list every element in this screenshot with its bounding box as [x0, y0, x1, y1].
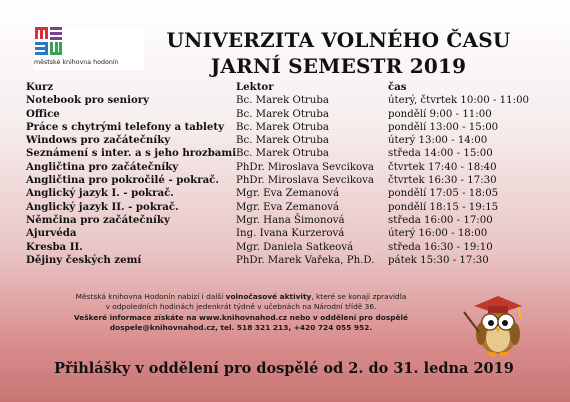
course-time: úterý 13:00 - 14:00: [388, 135, 488, 147]
library-logo: [34, 26, 144, 70]
course-time: pondělí 9:00 - 11:00: [388, 108, 492, 120]
table-row: [26, 254, 546, 267]
library-logo-mark: [34, 26, 64, 56]
cap-tassel: [518, 307, 521, 319]
course-time: úterý, čtvrtek 10:00 - 11:00: [388, 95, 530, 107]
lecturer-name: Bc. Marek Otruba: [236, 135, 329, 147]
course-name: Němčina pro začátečníky: [26, 213, 170, 226]
course-name: Notebook pro seniory: [26, 94, 150, 107]
table-row: [26, 187, 546, 200]
registration-banner: Přihlášky v oddělení pro dospělé od 2. do 31. ledna 2019: [54, 360, 514, 377]
page-title: UNIVERZITA VOLNÉHO ČASU: [166, 28, 511, 52]
course-name: Práce s chytrými telefony a tablety: [26, 120, 225, 133]
course-name: Windows pro začátečníky: [26, 134, 171, 147]
info-block: [26, 292, 456, 334]
info-text: , které se konají zpravidla: [311, 292, 407, 301]
table-row: [26, 201, 546, 214]
course-time: pondělí 17:05 - 18:05: [388, 188, 499, 200]
lecturer-name: Mgr. Eva Zemanová: [236, 201, 340, 213]
lecturer-name: Bc. Marek Otruba: [236, 108, 329, 120]
lecturer-name: PhDr. Miroslava Sevcikova: [236, 175, 374, 187]
table-row: [26, 174, 546, 187]
table-row: [26, 214, 546, 227]
course-time: úterý 16:00 - 18:00: [388, 228, 488, 240]
info-line: v odpoledních hodinách jedenkrát týdně v učebnách na Národní třídě 36.: [105, 302, 377, 312]
logo-caption: městské knihovna hodonín: [34, 59, 119, 66]
column-header-course: Kurz: [26, 81, 54, 93]
lecturer-name: Mgr. Eva Zemanová: [236, 188, 340, 200]
course-name: Office: [26, 107, 60, 120]
info-text: Městská knihovna Hodonín nabízí i další: [75, 292, 226, 301]
owl-mascot-illustration: [458, 288, 534, 358]
course-name: Dějiny českých zemí: [26, 253, 142, 266]
table-row: [26, 108, 546, 121]
lecturer-name: Bc. Marek Otruba: [236, 95, 329, 107]
table-row: [26, 94, 546, 107]
table-row: [26, 147, 546, 160]
lecturer-name: PhDr. Miroslava Sevcikova: [236, 161, 374, 173]
owl-left-wing: [476, 323, 486, 345]
course-table: [26, 81, 546, 267]
course-time: pondělí 13:00 - 15:00: [388, 121, 499, 133]
course-name: Angličtina pro pokročilé - pokrač.: [26, 174, 219, 187]
column-header-lecturer: Lektor: [236, 81, 274, 93]
graduation-cap-base: [488, 306, 508, 313]
lecturer-name: PhDr. Marek Vařeka, Ph.D.: [236, 254, 375, 266]
course-name: Anglický jazyk II. - pokrač.: [26, 200, 179, 213]
info-contact-line: [26, 313, 456, 323]
info-contact-text: Veškeré informace získáte na www.knihovnahod.cz nebo v oddělení pro dospělé: [73, 312, 409, 322]
course-name: Ajurvéda: [26, 227, 77, 240]
table-row: [26, 134, 546, 147]
pointer-stick: [464, 312, 479, 332]
course-time: středa 16:00 - 17:00: [388, 214, 493, 226]
table-row: [26, 121, 546, 134]
course-time: pátek 15:30 - 17:30: [388, 254, 489, 266]
info-contact-details: dospele@knihovnahod.cz, tel. 518 321 213, +420 724 055 952.: [109, 323, 373, 333]
page-subtitle: JARNÍ SEMESTR 2019: [210, 54, 467, 78]
info-contact-line: [26, 323, 456, 333]
course-time: středa 14:00 - 15:00: [388, 148, 493, 160]
course-name: Seznámení s inter. a s jeho hrozbami: [26, 147, 237, 160]
course-time: čtvrtek 17:40 - 18:40: [388, 161, 497, 173]
column-header-time: čas: [388, 81, 407, 93]
lecturer-name: Mgr. Daniela Satkeová: [236, 241, 354, 253]
table-row: [26, 161, 546, 174]
table-header: [26, 81, 546, 94]
course-name: Angličtina pro začátečníky: [26, 160, 179, 173]
course-time: čtvrtek 16:30 - 17:30: [388, 175, 497, 187]
owl-right-wing: [510, 323, 520, 345]
info-line: [26, 292, 456, 302]
course-time: středa 16:30 - 19:10: [388, 241, 493, 253]
course-name: Kresba II.: [26, 240, 83, 253]
lecturer-name: Bc. Marek Otruba: [236, 148, 329, 160]
course-name: Anglický jazyk I. - pokrač.: [26, 187, 174, 200]
table-row: [26, 227, 546, 240]
lecturer-name: Bc. Marek Otruba: [236, 121, 329, 133]
lecturer-name: Mgr. Hana Šimonová: [236, 214, 345, 226]
info-highlight: volnočasové aktivity: [225, 292, 312, 301]
course-time: pondělí 18:15 - 19:15: [388, 201, 499, 213]
lecturer-name: Ing. Ivana Kurzerová: [236, 228, 345, 240]
table-row: [26, 241, 546, 254]
